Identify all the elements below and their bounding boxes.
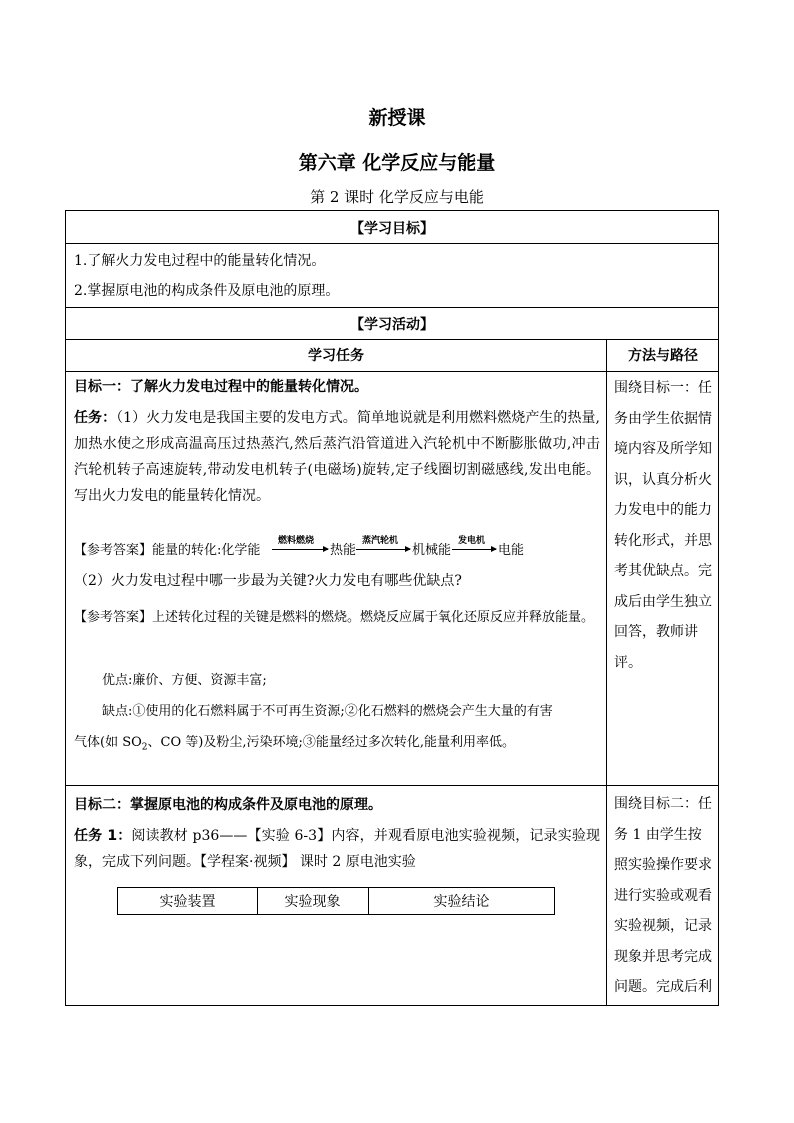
- lesson-type-title: 新授课: [368, 107, 426, 129]
- chain-node: 热能: [330, 543, 357, 558]
- objective-item: 2.掌握原电池的构成条件及原电池的原理。: [74, 283, 340, 299]
- section-title: 第 2 课时 化学反应与电能: [310, 188, 484, 206]
- goal1-task: [74, 405, 600, 509]
- row-divider: [66, 307, 718, 308]
- goal1-question2: （2）火力发电过程中哪一步最为关键?火力发电有哪些优缺点?: [74, 573, 462, 589]
- task-label: 任务 1：: [74, 828, 132, 844]
- table-header-conclusion: 实验结论: [433, 894, 490, 910]
- row-divider: [66, 339, 718, 340]
- objective-item: 1.了解火力发电过程中的能量转化情况。: [74, 253, 326, 269]
- arrow-label: 燃料燃烧: [278, 536, 315, 546]
- chain-node: 电能: [498, 543, 525, 558]
- experiment-table: [117, 887, 555, 915]
- method-column-header: 方法与路径: [628, 348, 698, 364]
- answer-prefix: 【参考答案】能量的转化:化学能: [74, 543, 261, 558]
- goal1-cons-line2: [74, 733, 515, 758]
- task-text: （1）火力发电是我国主要的发电方式。简单地说就是利用燃料燃烧产生的热量,加热水使之形成高温高压过热蒸汽,然后蒸汽沿管道进入汽轮机中不断膨胀做功,冲击汽轮机转子高速旋转,带动发电机转子(电磁场)旋转,定子线圈切割磁感线,发出电能。写出火力发电的能量转化情况。: [74, 410, 601, 504]
- table-header-phenomenon: 实验现象: [284, 894, 341, 910]
- arrow-label: 蒸汽轮机: [362, 536, 399, 546]
- task-text: 阅读教材 p36——【实验 6-3】内容，并观看原电池实验视频，记录实验现象，完成下列问题。【学程案·视频】 课时 2 原电池实验: [74, 828, 600, 870]
- objectives-heading: 【学习目标】: [350, 221, 434, 237]
- goal1-title: 目标一：了解火力发电过程中的能量转化情况。: [74, 379, 368, 395]
- cons-text-a: 气体(如 SO: [74, 735, 142, 750]
- goal1-method: 围绕目标一：任务由学生依据情境内容及所学知识，认真分析火力发电中的能力转化形式，并思考其优缺点。完成后由学生独立回答，教师讲评。: [614, 380, 712, 671]
- activities-heading: 【学习活动】: [350, 317, 434, 333]
- table-header-apparatus: 实验装置: [159, 894, 216, 910]
- chapter-title: 第六章 化学反应与能量: [298, 152, 496, 174]
- arrow-label: 发电机: [458, 536, 486, 546]
- chain-node: 机械能: [412, 543, 452, 558]
- goal2-task: [74, 823, 600, 875]
- subscript-2: 2: [141, 742, 148, 753]
- arrow-icon: [356, 549, 410, 550]
- energy-chain-answer: [74, 541, 260, 561]
- arrow-icon: [272, 549, 328, 550]
- goal1-pros: 优点:廉价、方便、资源丰富;: [102, 673, 267, 688]
- row-divider: [66, 785, 718, 786]
- row-divider: [66, 243, 718, 244]
- task-column-header: 学习任务: [308, 348, 364, 364]
- row-divider: [66, 371, 718, 372]
- goal1-cons-line1: 缺点:①使用的化石燃料属于不可再生资源;②化石燃料的燃烧会产生大量的有害: [102, 704, 553, 719]
- arrow-icon: [452, 549, 496, 550]
- goal2-method: 围绕目标二：任务 1 由学生按照实验操作要求进行实验或观看实验视频，记录现象并思考完成问题。完成后利: [614, 796, 712, 995]
- cons-text-b: 、CO 等)及粉尘,污染环境;③能量经过多次转化,能量利用率低。: [147, 735, 515, 750]
- task-label: 任务：: [74, 410, 117, 426]
- column-divider: [606, 339, 607, 1006]
- goal2-title: 目标二：掌握原电池的构成条件及原电池的原理。: [74, 797, 382, 813]
- goal1-answer2: 【参考答案】上述转化过程的关键是燃料的燃烧。燃烧反应属于氧化还原反应并释放能量。: [74, 610, 595, 625]
- lesson-table: [65, 210, 719, 1006]
